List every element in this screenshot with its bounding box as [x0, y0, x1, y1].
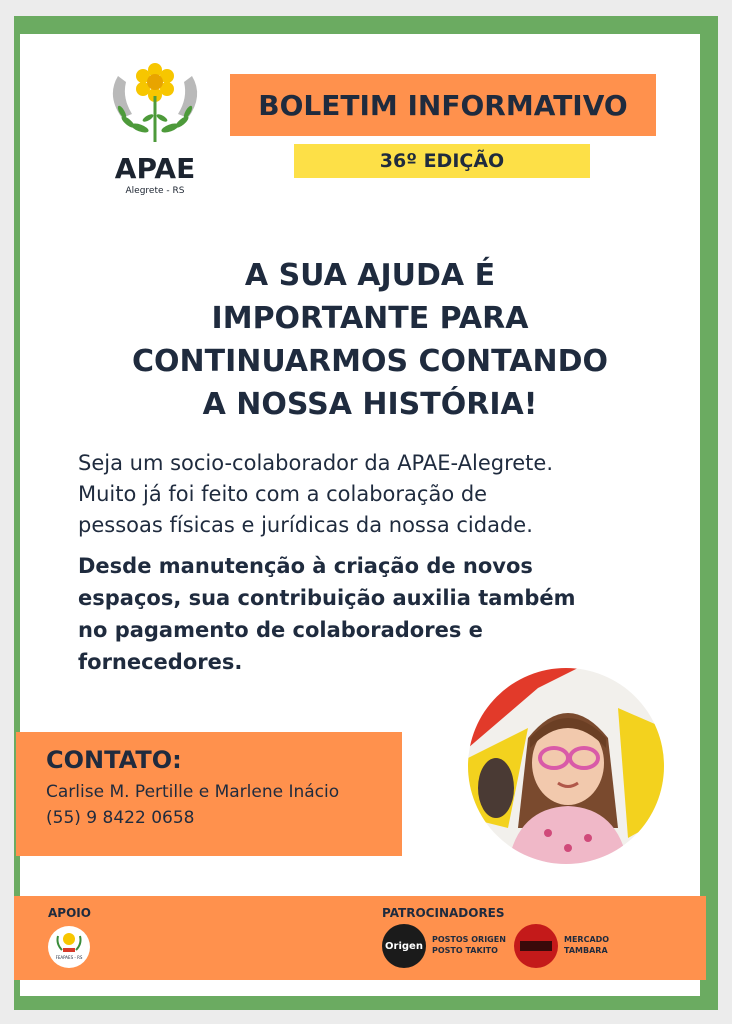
feapaes-flower-icon [48, 926, 90, 956]
headline-line: CONTINUARMOS CONTANDO [131, 344, 608, 379]
sponsor1-name-line: POSTOS ORIGEN [432, 935, 506, 944]
flower-hands-icon [100, 56, 210, 156]
edition-badge: 36º EDIÇÃO [294, 144, 590, 178]
paragraph-line: Muito já foi feito com a colaboração de [78, 482, 488, 506]
headline [60, 254, 680, 426]
contact-phone[interactable]: (55) 9 8422 0658 [46, 808, 195, 828]
tambara-logo-bar [520, 941, 552, 951]
feapaes-logo [48, 926, 90, 968]
feapaes-logo-text: FEAPAES - RS [55, 955, 83, 960]
footer-bar [14, 896, 706, 980]
sponsor1-name [432, 934, 506, 956]
contribution-paragraph [78, 550, 678, 678]
logo-city: Alegrete - RS [125, 186, 185, 196]
paragraph-line: fornecedores. [78, 650, 243, 674]
sponsors-label: PATROCINADORES [382, 906, 505, 920]
paragraph-line: espaços, sua contribuição auxilia também [78, 586, 576, 610]
sponsor2-name-line: MERCADO [564, 935, 610, 944]
sponsor2-name [564, 934, 609, 956]
child-photo-illustration [468, 668, 664, 864]
origen-logo: Origen [382, 924, 426, 968]
paragraph-line: no pagamento de colaboradores e [78, 618, 483, 642]
paragraph-line: Desde manutenção à criação de novos [78, 554, 533, 578]
logo-name: APAE [114, 152, 196, 185]
contact-names: Carlise M. Pertille e Marlene Inácio [46, 782, 340, 802]
headline-line: IMPORTANTE PARA [211, 301, 529, 336]
headline-line: A SUA AJUDA É [244, 258, 496, 293]
contact-box [16, 732, 402, 856]
bulletin-page [20, 34, 700, 996]
paragraph-line: Seja um socio-colaborador da APAE-Alegrete. [78, 451, 554, 475]
bulletin-title: BOLETIM INFORMATIVO [230, 74, 656, 136]
sponsor1-name-line: POSTO TAKITO [432, 946, 498, 955]
contact-title: CONTATO: [46, 746, 182, 774]
sponsor2-name-line: TAMBARA [564, 946, 608, 955]
apae-logo [100, 56, 210, 216]
apoio-label: APOIO [48, 906, 91, 920]
paragraph-line: pessoas físicas e jurídicas da nossa cidade. [78, 513, 533, 537]
child-photo [468, 668, 664, 864]
tambara-logo [514, 924, 558, 968]
headline-line: A NOSSA HISTÓRIA! [202, 387, 538, 422]
intro-paragraph [78, 448, 678, 541]
